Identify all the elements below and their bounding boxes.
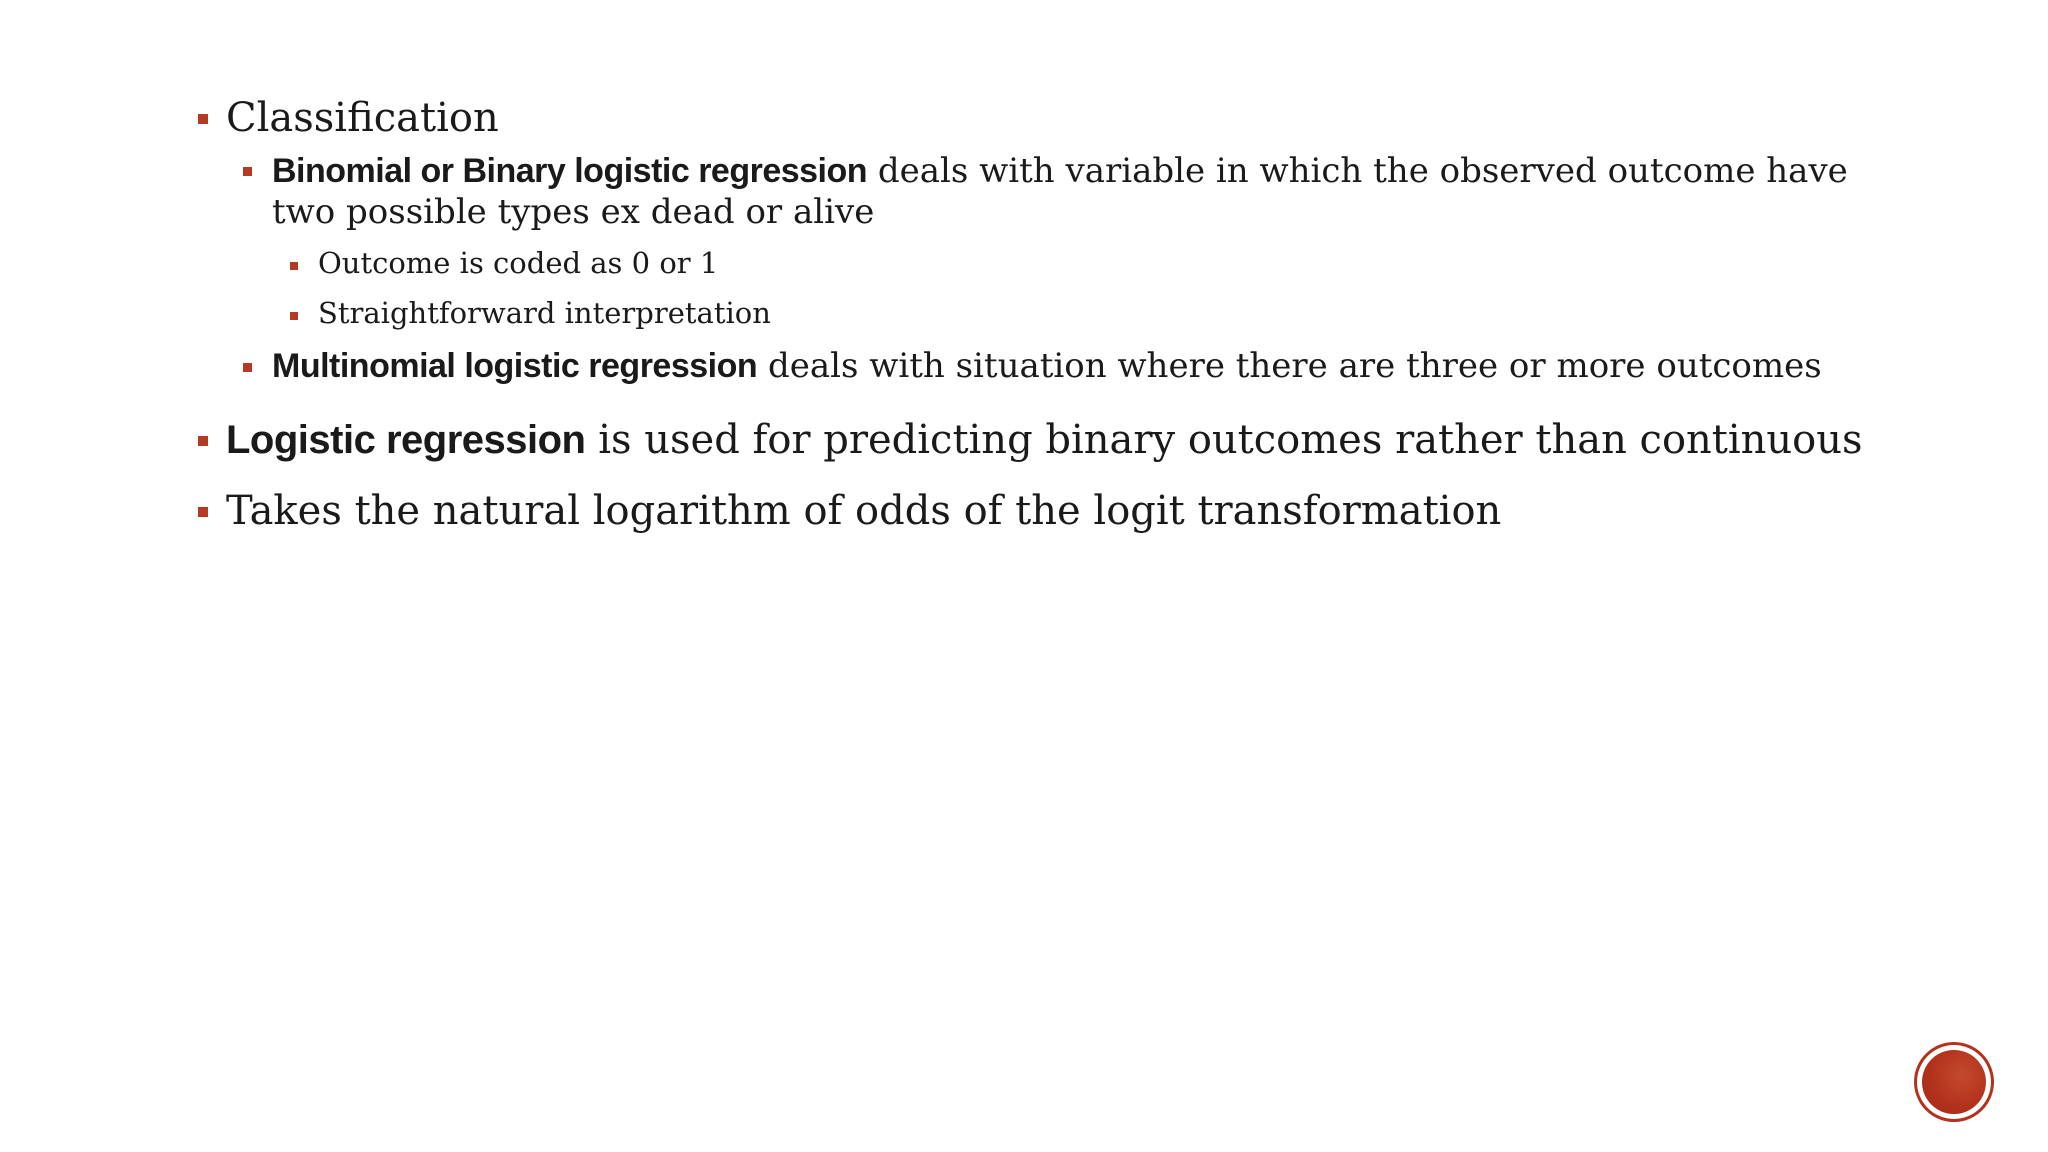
- page-badge-circle: [1922, 1050, 1986, 1114]
- bullet-text: deals with variable in which the observed outcome have: [867, 151, 1848, 191]
- bullet-marker: [198, 507, 208, 517]
- bullet-item: [272, 347, 1822, 386]
- bullet-text: Straightforward interpretation: [318, 296, 771, 330]
- bullet-text: two possible types ex dead or alive: [272, 192, 875, 232]
- bullet-text: Classification: [226, 95, 499, 141]
- bullet-marker: [243, 363, 252, 372]
- bullet-item: [318, 247, 718, 280]
- bullet-bold-term: Multinomial logistic regression: [272, 347, 758, 385]
- bullet-text: Outcome is coded as 0 or 1: [318, 246, 719, 280]
- bullet-continuation: [272, 193, 874, 232]
- bullet-text: Takes the natural logarithm of odds of the logit transformation: [226, 488, 1502, 534]
- bullet-item: [226, 417, 1863, 463]
- bullet-item: [226, 488, 1501, 534]
- bullet-marker: [290, 262, 298, 270]
- page-number-badge: [1917, 1045, 1991, 1119]
- bullet-marker: [243, 167, 252, 176]
- bullet-marker: [198, 114, 208, 124]
- bullet-item: [318, 297, 771, 330]
- bullet-bold-term: Binomial or Binary logistic regression: [272, 152, 868, 190]
- bullet-marker: [198, 436, 208, 446]
- bullet-marker: [290, 312, 298, 320]
- bullet-item: [272, 152, 1848, 191]
- bullet-bold-term: Logistic regression: [226, 418, 586, 462]
- bullet-item: [226, 95, 499, 141]
- bullet-text: deals with situation where there are three or more outcomes: [757, 346, 1822, 386]
- bullet-text: is used for predicting binary outcomes rather than continuous: [585, 417, 1863, 463]
